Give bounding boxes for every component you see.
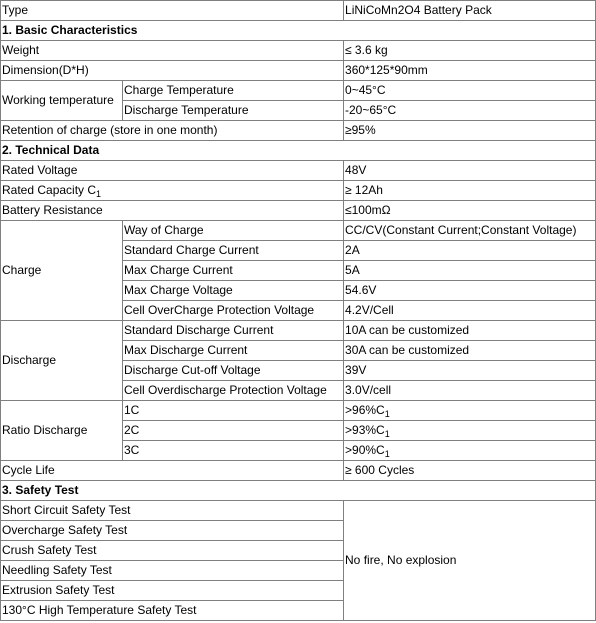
- discharge-param-value: 30A can be customized: [344, 341, 596, 361]
- discharge-param-label: Max Discharge Current: [123, 341, 344, 361]
- ratio-rate-label: 1C: [123, 401, 344, 421]
- charge-temperature-value: 0~45°C: [344, 81, 596, 101]
- dimension-label: Dimension(D*H): [1, 61, 344, 81]
- cycle-life-label: Cycle Life: [1, 461, 344, 481]
- retention-value: ≥95%: [344, 121, 596, 141]
- rated-voltage-row: [1, 161, 596, 181]
- ratio-rate-value-text: >96%C: [345, 403, 385, 417]
- discharge-group-label: Discharge: [1, 321, 123, 401]
- charge-param-label: Way of Charge: [123, 221, 344, 241]
- ratio-rate-value-sub: 1: [384, 429, 390, 439]
- type-value: LiNiCoMn2O4 Battery Pack: [344, 1, 596, 21]
- discharge-param-label: Cell Overdischarge Protection Voltage: [123, 381, 344, 401]
- charge-temperature-label: Charge Temperature: [123, 81, 344, 101]
- section-safety-title: 3. Safety Test: [1, 481, 596, 501]
- ratio-rate-value: [344, 421, 596, 441]
- rated-capacity-label: [1, 181, 344, 201]
- charge-param-value: 2A: [344, 241, 596, 261]
- working-temp-charge-row: [1, 81, 596, 101]
- ratio-rate-value: [344, 401, 596, 421]
- rated-voltage-value: 48V: [344, 161, 596, 181]
- rated-capacity-row: [1, 181, 596, 201]
- discharge-param-value: 39V: [344, 361, 596, 381]
- safety-test-label: 130°C High Temperature Safety Test: [1, 601, 344, 621]
- charge-param-label: Cell OverCharge Protection Voltage: [123, 301, 344, 321]
- battery-resistance-value: ≤100mΩ: [344, 201, 596, 221]
- weight-value: ≤ 3.6 kg: [344, 41, 596, 61]
- section-technical-title: 2. Technical Data: [1, 141, 596, 161]
- rated-capacity-label-sub: 1: [96, 189, 102, 199]
- rated-voltage-label: Rated Voltage: [1, 161, 344, 181]
- rated-capacity-label-text: Rated Capacity C: [2, 183, 97, 197]
- type-label: Type: [1, 1, 344, 21]
- charge-group-label: Charge: [1, 221, 123, 321]
- charge-param-label: Max Charge Current: [123, 261, 344, 281]
- discharge-temperature-label: Discharge Temperature: [123, 101, 344, 121]
- ratio-discharge-group-label: Ratio Discharge: [1, 401, 123, 461]
- safety-test-label: Overcharge Safety Test: [1, 521, 344, 541]
- working-temperature-label: Working temperature: [1, 81, 123, 121]
- dimension-value: 360*125*90mm: [344, 61, 596, 81]
- section-technical-row: [1, 141, 596, 161]
- discharge-param-value: 10A can be customized: [344, 321, 596, 341]
- battery-resistance-label: Battery Resistance: [1, 201, 344, 221]
- type-row: [1, 1, 596, 21]
- charge-param-label: Max Charge Voltage: [123, 281, 344, 301]
- discharge-temperature-value: -20~65°C: [344, 101, 596, 121]
- retention-label: Retention of charge (store in one month): [1, 121, 344, 141]
- rated-capacity-value: ≥ 12Ah: [344, 181, 596, 201]
- safety-test-label: Extrusion Safety Test: [1, 581, 344, 601]
- discharge-param-label: Discharge Cut-off Voltage: [123, 361, 344, 381]
- cycle-life-value: ≥ 600 Cycles: [344, 461, 596, 481]
- weight-label: Weight: [1, 41, 344, 61]
- ratio-rate-label: 2C: [123, 421, 344, 441]
- retention-row: [1, 121, 596, 141]
- charge-param-value: CC/CV(Constant Current;Constant Voltage): [344, 221, 596, 241]
- safety-test-row: [1, 501, 596, 521]
- section-safety-row: [1, 481, 596, 501]
- charge-param-value: 4.2V/Cell: [344, 301, 596, 321]
- ratio-rate-value-text: >90%C: [345, 443, 385, 457]
- ratio-rate-label: 3C: [123, 441, 344, 461]
- section-basic-title: 1. Basic Characteristics: [1, 21, 596, 41]
- weight-row: [1, 41, 596, 61]
- battery-resistance-row: [1, 201, 596, 221]
- charge-param-value: 54.6V: [344, 281, 596, 301]
- charge-row: [1, 221, 596, 241]
- ratio-rate-value-sub: 1: [384, 409, 390, 419]
- discharge-param-value: 3.0V/cell: [344, 381, 596, 401]
- dimension-row: [1, 61, 596, 81]
- charge-param-label: Standard Charge Current: [123, 241, 344, 261]
- section-basic-row: [1, 21, 596, 41]
- safety-result-value: No fire, No explosion: [344, 501, 596, 621]
- discharge-param-label: Standard Discharge Current: [123, 321, 344, 341]
- safety-test-label: Needling Safety Test: [1, 561, 344, 581]
- ratio-rate-value-sub: 1: [384, 449, 390, 459]
- cycle-life-row: [1, 461, 596, 481]
- safety-test-label: Short Circuit Safety Test: [1, 501, 344, 521]
- ratio-discharge-row: [1, 401, 596, 421]
- discharge-row: [1, 321, 596, 341]
- ratio-rate-value: [344, 441, 596, 461]
- charge-param-value: 5A: [344, 261, 596, 281]
- safety-test-label: Crush Safety Test: [1, 541, 344, 561]
- ratio-rate-value-text: >93%C: [345, 423, 385, 437]
